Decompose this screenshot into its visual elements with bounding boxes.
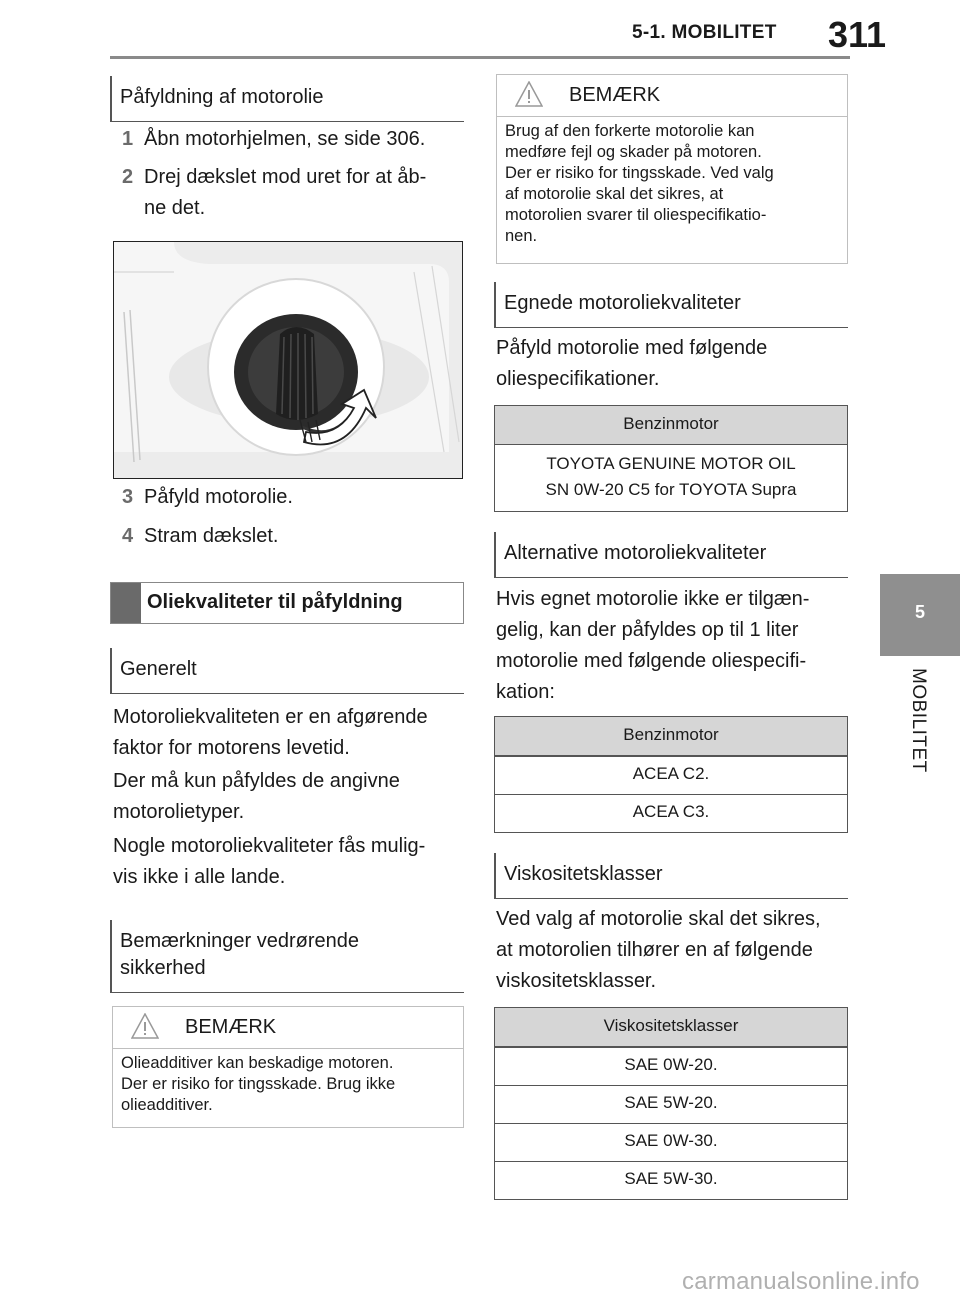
text-line: Bemærkninger vedrørende (120, 930, 359, 952)
step-1 (122, 124, 426, 155)
text-line: vis ikke i alle lande. (113, 866, 286, 888)
oil-cap-illustration (113, 241, 463, 479)
table-header: Benzinmotor (495, 717, 847, 756)
step-text: Stram dækslet. (144, 525, 279, 547)
step-2 (122, 162, 427, 193)
step-2-continued (144, 193, 205, 224)
subheading-safety (110, 920, 464, 993)
text-line: gelig, kan der påfyldes op til 1 liter (496, 619, 799, 641)
step-number: 3 (122, 486, 134, 508)
text-line: motorolietyper. (113, 801, 245, 823)
chapter-tab (880, 574, 960, 656)
paragraph-viscosity (496, 904, 856, 997)
section-heading-text: Oliekvaliteter til påfyldning (147, 591, 403, 613)
text-line: af motorolie skal det sikres, at (505, 185, 724, 203)
notice-box-wrong-oil (496, 74, 848, 264)
subheading-alternative-oil-text: Alternative motoroliekvaliteter (504, 542, 767, 564)
text-line: motorolien svarer til oliespecifikatio- (505, 206, 767, 224)
step-text: Påfyld motorolie. (144, 486, 293, 508)
text-line: nen. (505, 227, 538, 245)
text-line: olieadditiver. (121, 1096, 213, 1114)
paragraph-quality-factor (113, 702, 473, 764)
text-line: sikkerhed (120, 957, 206, 979)
text-line: Olieadditiver kan beskadige motoren. (121, 1054, 394, 1072)
text-line: Brug af den forkerte motorolie kan (505, 122, 755, 140)
text-line: Hvis egnet motorolie ikke er tilgæn- (496, 588, 810, 610)
table-row: ACEA C3. (495, 794, 847, 832)
step-number: 4 (122, 525, 134, 547)
table-row: SAE 0W-20. (495, 1047, 847, 1085)
text-line: Der er risiko for tingsskade. Brug ikke (121, 1075, 396, 1093)
table-header: Viskositetsklasser (495, 1008, 847, 1047)
table-row: SAE 5W-20. (495, 1085, 847, 1123)
notice-box-additives (112, 1006, 464, 1128)
text-line: medføre fejl og skader på motoren. (505, 143, 762, 161)
subheading-general (110, 648, 464, 694)
paragraph-oil-types (113, 766, 473, 828)
table-suitable-oil (494, 405, 848, 512)
table-alternative-oil (494, 716, 848, 833)
subheading-suitable-oil-text: Egnede motoroliekvaliteter (504, 292, 741, 314)
notice-title: BEMÆRK (569, 84, 661, 106)
warning-triangle-icon (515, 81, 543, 107)
subheading-suitable-oil (494, 282, 848, 328)
header-divider (110, 56, 850, 59)
step-text: Drej dækslet mod uret for at åb- (144, 166, 427, 188)
chapter-label: MOBILITET (908, 668, 929, 773)
warning-triangle-icon (131, 1013, 159, 1039)
text-line: oliespecifikationer. (496, 368, 660, 390)
paragraph-countries (113, 831, 473, 893)
text-line: at motorolien tilhører en af følgende (496, 939, 813, 961)
table-viscosity (494, 1007, 848, 1200)
notice-body (113, 1049, 463, 1124)
text-line: faktor for motorens levetid. (113, 737, 350, 759)
notice-header (113, 1007, 463, 1049)
step-3 (122, 482, 293, 513)
paragraph-alternative-oil (496, 584, 856, 708)
text-line: kation: (496, 681, 555, 703)
notice-title: BEMÆRK (185, 1016, 277, 1038)
text-line: motorolie med følgende oliespecifi- (496, 650, 807, 672)
page-number: 311 (828, 14, 887, 55)
watermark: carmanualsonline.info (682, 1268, 920, 1295)
table-row: SAE 0W-30. (495, 1123, 847, 1161)
text-line: Nogle motoroliekvaliteter fås mulig- (113, 835, 426, 857)
subheading-refill (110, 76, 464, 122)
step-text: Åbn motorhjelmen, se side 306. (144, 128, 426, 150)
text-line: Der er risiko for tingsskade. Ved valg (505, 164, 774, 182)
subheading-refill-text: Påfyldning af motorolie (120, 86, 324, 108)
notice-body (497, 117, 847, 255)
notice-header (497, 75, 847, 117)
chapter-label-container (907, 668, 931, 798)
table-cell (495, 445, 847, 511)
section-header: 5-1. MOBILITET (632, 22, 777, 43)
subheading-general-text: Generelt (120, 658, 197, 680)
text-line: Ved valg af motorolie skal det sikres, (496, 908, 821, 930)
section-heading-bar (111, 583, 141, 623)
text-line: Der må kun påfyldes de angivne (113, 770, 400, 792)
table-row: SAE 5W-30. (495, 1161, 847, 1199)
step-text: ne det. (144, 197, 206, 219)
text-line: viskositetsklasser. (496, 970, 657, 992)
text-line: TOYOTA GENUINE MOTOR OIL (546, 454, 796, 473)
chapter-number: 5 (914, 602, 925, 622)
paragraph-suitable-oil (496, 333, 856, 395)
text-line: SN 0W-20 C5 for TOYOTA Supra (545, 480, 797, 499)
step-number: 2 (122, 166, 134, 188)
step-4 (122, 521, 279, 552)
subheading-viscosity (494, 853, 848, 899)
subheading-viscosity-text: Viskositetsklasser (504, 863, 663, 885)
text-line: Motoroliekvaliteten er en afgørende (113, 706, 428, 728)
subheading-alternative-oil (494, 532, 848, 578)
section-heading-oil-quality (110, 582, 464, 624)
step-number: 1 (122, 128, 134, 150)
text-line: Påfyld motorolie med følgende (496, 337, 768, 359)
table-header: Benzinmotor (495, 406, 847, 445)
table-row: ACEA C2. (495, 756, 847, 794)
